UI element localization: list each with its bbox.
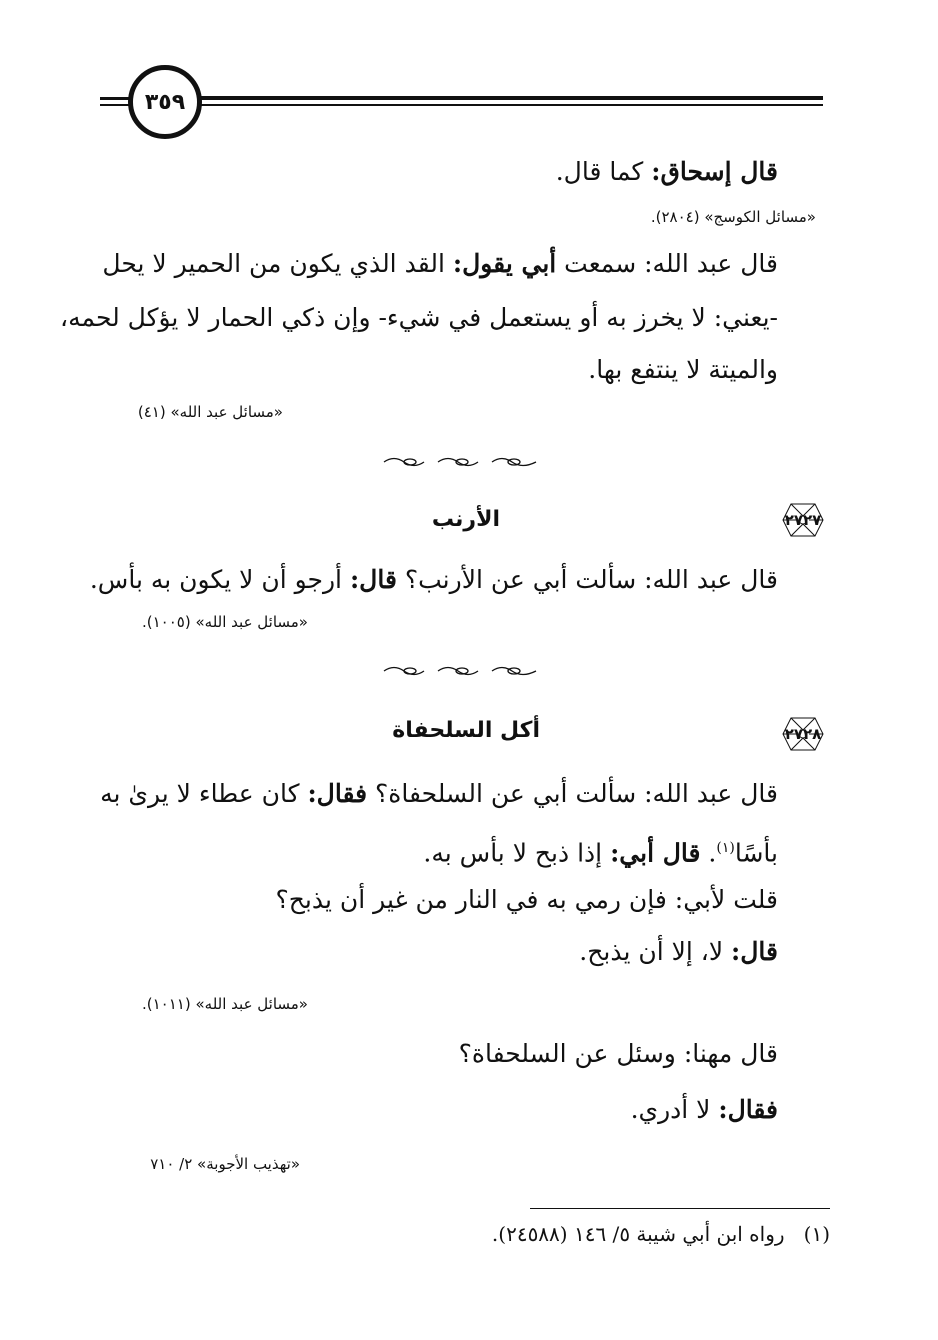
- footnote-reference[interactable]: (١): [716, 840, 735, 856]
- entry-number: ٢٧٢٨: [784, 725, 822, 743]
- section-divider-ornament: [380, 455, 540, 469]
- text: لا، إلا أن يذبح.: [579, 937, 732, 966]
- paragraph-line: والميتة لا ينتفع بها.: [588, 355, 778, 384]
- header-rule-right-2: [196, 104, 823, 106]
- entry-number: ٢٧٢٧: [784, 511, 822, 529]
- paragraph-line: [100, 770, 778, 818]
- source-citation: «مسائل عبد الله» (١٠٠٥).: [142, 613, 308, 631]
- paragraph-ishaq: [556, 148, 778, 196]
- source-citation: «مسائل عبد الله» (٤١): [137, 403, 283, 421]
- footnote: [492, 1222, 830, 1246]
- text: قال عبد الله: سمعت: [556, 249, 778, 278]
- paragraph-line: [579, 928, 778, 976]
- page-number-badge: [128, 65, 202, 139]
- source-citation: «تهذيب الأجوبة» ٢/ ٧١٠: [150, 1155, 300, 1173]
- section-title: الأرنب: [431, 507, 500, 532]
- speaker: قال إسحاق:: [651, 157, 778, 186]
- section-title: أكل السلحفاة: [392, 718, 540, 743]
- paragraph-line: [423, 824, 778, 877]
- text: كان عطاء لا يرىٰ به: [100, 779, 308, 808]
- page-number: ٣٥٩: [144, 89, 186, 115]
- header-rule-right: [196, 96, 823, 100]
- paragraph-line: [631, 1086, 778, 1134]
- text: أرجو أن لا يكون به بأس.: [89, 565, 350, 594]
- footnote-text: رواه ابن أبي شيبة ٥/ ١٤٦ (٢٤٥٨٨).: [491, 1222, 785, 1246]
- text: كما قال.: [555, 157, 652, 186]
- text: قال عبد الله: سألت أبي عن السلحفاة؟: [367, 779, 778, 808]
- footnote-marker: (١): [803, 1222, 830, 1246]
- section-divider-ornament: [380, 664, 540, 678]
- entry-number-badge: [771, 498, 835, 542]
- paragraph-line: قال مهنا: وسئل عن السلحفاة؟: [458, 1039, 778, 1068]
- text: لا أدري.: [630, 1095, 719, 1124]
- text: بأسًا: [734, 838, 778, 868]
- footnote-separator: [530, 1208, 830, 1209]
- paragraph-line: -يعني: لا يخرز به أو يستعمل في شيء- وإن ذكي الحمار لا يؤكل لحمه،: [60, 303, 778, 332]
- text: إذا ذبح لا بأس به.: [423, 838, 611, 868]
- speaker: قال:: [349, 565, 397, 594]
- speaker: قال أبي:: [610, 838, 701, 868]
- paragraph-line: [102, 240, 778, 288]
- paragraph-line: [90, 556, 778, 604]
- speaker: قال:: [731, 937, 778, 966]
- source-citation: «مسائل الكوسج» (٢٨٠٤).: [650, 208, 816, 226]
- speaker: فقال:: [718, 1095, 778, 1124]
- entry-number-badge: [771, 712, 835, 756]
- speaker: فقال:: [307, 779, 368, 808]
- text: .: [700, 838, 717, 868]
- source-citation: «مسائل عبد الله» (١٠١١).: [142, 995, 308, 1013]
- text: قال عبد الله: سألت أبي عن الأرنب؟: [396, 565, 778, 594]
- text: القد الذي يكون من الحمير لا يحل: [102, 249, 453, 278]
- speaker: أبي يقول:: [452, 249, 557, 278]
- paragraph-line: قلت لأبي: فإن رمي به في النار من غير أن يذبح؟: [275, 885, 778, 914]
